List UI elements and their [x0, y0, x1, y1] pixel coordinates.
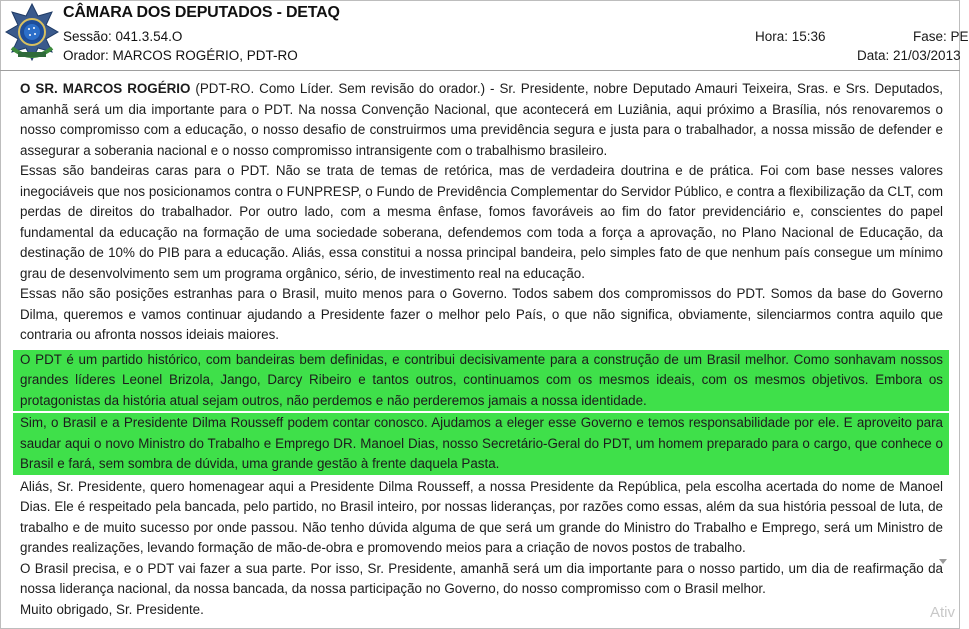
speech-paragraph-3: Essas não são posições estranhas para o Brasil, muito menos para o Governo. Todos sabem dos compromissos do PDT. Somos da base do Governo Dilma, queremos e vamos continuar ajudando a Presidente fazer o melhor pelo País, o que não significa, obviamente, silenciarmos contra aquilo que contraria ou afronta nossos ideiais maiores.	[20, 286, 943, 342]
highlighted-paragraph-1: O PDT é um partido histórico, com bandeiras bem definidas, e contribui decisivamente para a construção de um Brasil melhor. Como sonhavam nossos grandes líderes Leonel Brizola, Jango, Darcy Ribeiro e tantos outros, continuamos com os mesmos ideais, com os mesmos objetivos. Embora os protagonistas da história atual sejam outros, não perdemos e não perderemos jamais a nossa identidade.	[13, 350, 949, 412]
speech-closing: Muito obrigado, Sr. Presidente.	[20, 601, 204, 617]
session-number: Sessão: 041.3.54.O	[63, 29, 183, 44]
speech-paragraph-6: Aliás, Sr. Presidente, quero homenagear aqui a Presidente Dilma Rousseff, a nossa Presidente da República, pela escolha acertada do nome de Manoel Dias. Ele é respeitado pela bancada, pelo partido, no Brasil inteiro, por nossas lideranças, por razões como essas, além da sua história pessoal de luta, de trabalho e de muito sucesso por onde passou. Não tenho dúvida alguma de que será um grande do Ministro do Trabalho e Emprego, será um Ministro de grandes realizações, levando formação de mão-de-obra e promovendo meios para a criação de novos postos de trabalho.	[20, 478, 943, 555]
document-header	[0, 0, 969, 71]
session-phase: Fase: PE	[913, 29, 969, 44]
highlighted-paragraph-2: Sim, o Brasil e a Presidente Dilma Rousseff podem contar conosco. Ajudamos a eleger esse Governo e temos responsabilidade por ele. E aproveito para saudar aqui o novo Ministro do Trabalho e Emprego DR. Manoel Dias, nosso Secretário-Geral do PDT, um homem preparado para o cargo, que conhece o Brasil e fará, sem sombra de dúvida, uma grande gestão à frente daquela Pasta.	[13, 413, 949, 475]
document-title: CÂMARA DOS DEPUTADOS - DETAQ	[63, 4, 340, 21]
speech-body	[20, 79, 943, 620]
session-time: Hora: 15:36	[755, 29, 826, 44]
brasil-coat-of-arms-icon	[4, 2, 60, 62]
speech-paragraph-1	[20, 79, 943, 161]
speaker-label: O SR. MARCOS ROGÉRIO	[20, 81, 191, 96]
speaker-name: Orador: MARCOS ROGÉRIO, PDT-RO	[63, 48, 298, 63]
speech-paragraph-7: O Brasil precisa, e o PDT vai fazer a sua parte. Por isso, Sr. Presidente, amanhã será um dia importante para o nosso partido, um dia de reafirmação da nossa liderança nacional, da nossa bancada, da nossa participação no Governo, do nosso compromisso com o Brasil melhor.	[20, 560, 943, 596]
paragraph-text: (PDT-RO. Como Líder. Sem revisão do orador.) - Sr. Presidente, nobre Deputado Amauri Teixeira, Sras. e Srs. Deputados, amanhã será um dia importante para o PDT. Na nossa Convenção Nacional, que acontecerá em Luziânia, aqui próximo a Brasília, nós renovaremos o nosso compromisso com a educação, o nosso desafio de construirmos uma previdência segura e justa para o trabalhador, a nossa missão de defender e assegurar a soberania nacional e o nosso compromisso intransigente com o trabalhismo brasileiro.	[20, 81, 943, 158]
activation-watermark: Ativ	[930, 604, 956, 621]
scroll-down-arrow-icon[interactable]	[939, 559, 947, 564]
speech-paragraph-2: Essas são bandeiras caras para o PDT. Não se trata de temas de retórica, mas de verdadeira doutrina e de prática. Foi com base nesses valores inegociáveis que nos posicionamos contra o FUNPRESP, o Fundo de Previdência Complementar do Servidor Público, e contra a flexibilização da CLT, com perdas de direitos do trabalhador. Por outro lado, com a mesma ênfase, fomos favoráveis ao fim do fator previdenciário e, conscientes do papel fundamental da educação na formação de uma sociedade soberana, defendemos com toda a força a aprovação, no Plano Nacional de Educação, da destinação de 10% do PIB para a educação. Aliás, essa constitui a nossa principal bandeira, pelo simples fato de que nenhum país consegue um mínimo grau de desenvolvimento sem um programa orgânico, sério, de investimento real na educação.	[20, 163, 943, 281]
session-date: Data: 21/03/2013	[857, 48, 961, 63]
